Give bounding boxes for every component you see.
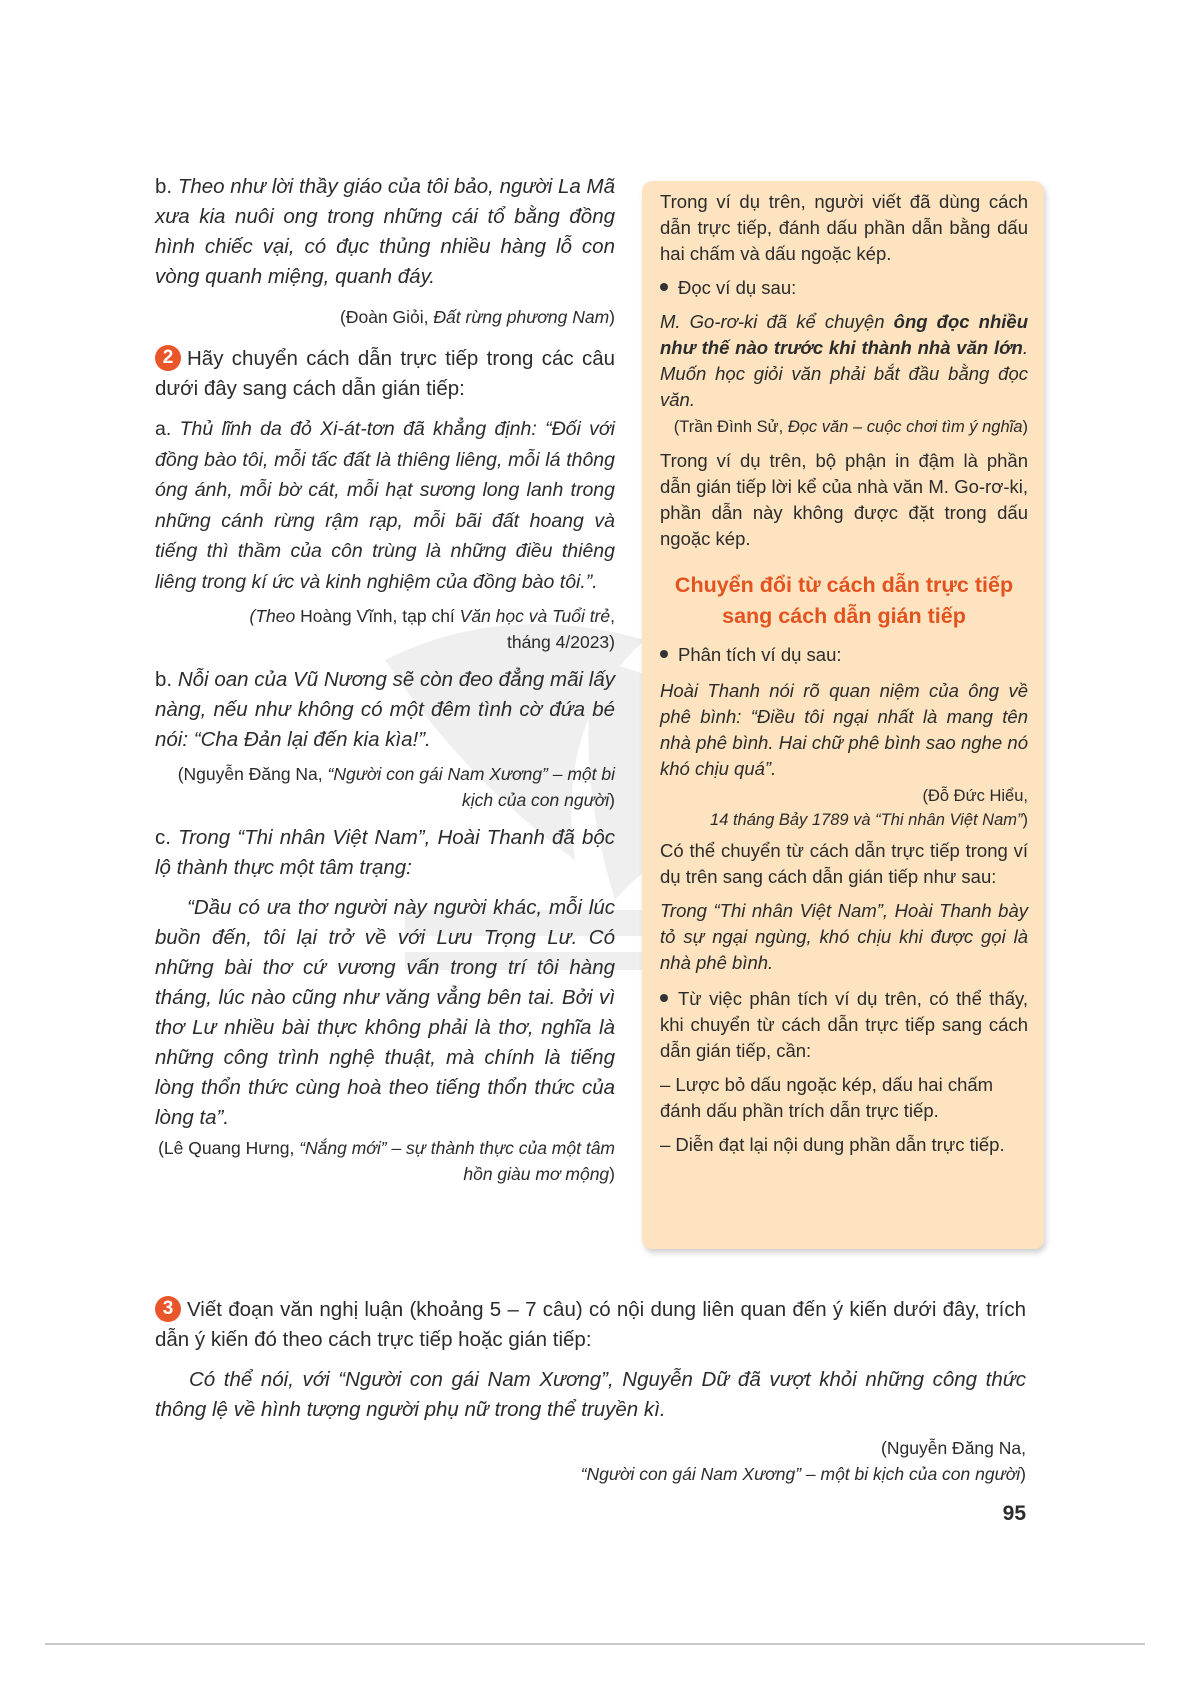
bullet-text: Từ việc phân tích ví dụ trên, có thể thấy, khi chuyển từ cách dẫn trực tiếp sang cách dẫn gián tiếp, cần: — [660, 988, 1028, 1061]
source-date: tháng 4/2023) — [506, 632, 615, 652]
example-gorki-bold: ông đọc nhiều như thế nào trước khi thành nhà văn lớn — [660, 311, 1029, 358]
item-a-text: Thủ lĩnh da đỏ Xi-át-tơn đã khẳng định: “Đối với đồng bào tôi, mỗi tấc đất là thiêng liêng, mỗi lá thông óng ánh, mỗi bờ cát, mỗi hạt sương long lanh trong những cánh rừng rậm rạp, mỗi bãi đất hoang và tiếng thì thầm của côn trùng là những điều thiêng liêng trong kí ức và kinh nghiệm của đồng bào tôi.”. — [155, 418, 615, 593]
source-author: (Đỗ Đức Hiểu, — [922, 787, 1028, 805]
example-gorki-source — [660, 415, 1028, 440]
item-c-source — [155, 1135, 615, 1187]
example-gorki-end: . Muốn học giỏi văn phải bắt đầu bằng đọc văn. — [660, 337, 1028, 410]
bullet-text: Phân tích ví dụ sau: — [678, 644, 842, 665]
section-heading-line-1: Chuyển đổi từ cách dẫn trực tiếp — [674, 573, 1014, 597]
task-2 — [155, 344, 615, 404]
source-title: 14 tháng Bảy 1789 và “Thi nhân Việt Nam” — [710, 811, 1023, 829]
example-b-label: b. — [155, 175, 173, 198]
example-b — [155, 172, 615, 292]
rule-2: – Diễn đạt lại nội dung phần dẫn trực tiếp. — [660, 1134, 1005, 1155]
item-a-label: a. — [155, 418, 172, 440]
source-author: (Lê Quang Hưng, — [158, 1138, 295, 1158]
example-indirect: Trong “Thi nhân Việt Nam”, Hoài Thanh bày tỏ sự ngại ngùng, khó chịu khi được gọi là nhà phê bình. — [660, 900, 1028, 973]
page-number: 95 — [1002, 1502, 1026, 1525]
bullet-conclusion — [660, 986, 1028, 1064]
source-title: Văn học và Tuổi trẻ — [459, 606, 611, 626]
task-3-section — [155, 1295, 1026, 1487]
example-hoai-thanh: Hoài Thanh nói rõ quan niệm của ông về phê bình: “Điều tôi ngại nhất là mang tên nhà phê bình. Hai chữ phê bình sao nghe nó khó chịu quá”. — [660, 680, 1028, 779]
footer-divider — [45, 1643, 1145, 1645]
item-c-text: Trong “Thi nhân Việt Nam”, Hoài Thanh đã bộc lộ thành thực một tâm trạng: — [155, 826, 615, 879]
item-b-source — [155, 761, 615, 813]
theory-paragraph-1: Trong ví dụ trên, người viết đã dùng cách dẫn trực tiếp, đánh dấu phần dẫn bằng dấu hai chấm và dấu ngoặc kép. — [660, 191, 1028, 264]
bullet-analyze-example — [660, 642, 1028, 668]
bullet-read-example — [660, 275, 1028, 301]
task-2-number-badge: 2 — [155, 345, 181, 371]
item-b-text: Nỗi oan của Vũ Nương sẽ còn đeo đẳng mãi lấy nàng, nếu như không có một đêm tình cờ đứa bé nói: “Cha Đản lại đến kia kìa!”. — [155, 668, 615, 751]
bullet-icon — [660, 650, 668, 658]
source-title: “Người con gái Nam Xương” – một bi kịch của con người — [580, 1464, 1021, 1484]
source-author: (Trần Đình Sử, — [673, 418, 784, 436]
theory-paragraph-3: Có thể chuyển từ cách dẫn trực tiếp trong ví dụ trên sang cách dẫn gián tiếp như sau: — [660, 840, 1028, 887]
example-gorki — [660, 309, 1028, 413]
item-c-quote: “Dầu có ưa thơ người này người khác, mỗi lúc buồn đến, tôi lại trở về với Lưu Trọng Lư. Có những bài thơ cứ vương vấn trong trí tôi hàng tháng, lúc nào cũng như văng vẳng bên tai. Bởi vì thơ Lư nhiều bài thực không phải là thơ, nghĩa là những công trình nghệ thuật, mà chính là tiếng lòng thổn thức cùng hoà theo tiếng thổn thức của lòng ta”. — [155, 896, 615, 1129]
rule-1: – Lược bỏ dấu ngoặc kép, dấu hai chấm đánh dấu phần trích dẫn trực tiếp. — [660, 1074, 994, 1121]
task-2-text: Hãy chuyển cách dẫn trực tiếp trong các câu dưới đây sang cách dẫn gián tiếp: — [155, 347, 615, 400]
task-3-quote: Có thể nói, với “Người con gái Nam Xương”, Nguyễn Dữ đã vượt khỏi những công thức thông lệ về hình tượng người phụ nữ trong thể truyền kì. — [155, 1368, 1026, 1421]
item-a — [155, 414, 615, 597]
task-3-source — [155, 1435, 1026, 1487]
example-hoai-thanh-source — [660, 784, 1028, 832]
source-comma: , — [610, 606, 615, 626]
source-title: “Nắng mới” – sự thành thực của một tâm hồn giàu mơ mộng — [299, 1138, 615, 1184]
source-title: Đọc văn – cuộc chơi tìm ý nghĩa — [787, 418, 1023, 436]
source-end: ) — [1022, 418, 1028, 436]
source-author: Hoàng Vĩnh, tạp chí — [300, 606, 455, 626]
source-end: ) — [609, 1164, 615, 1184]
section-heading — [660, 570, 1028, 632]
example-b-source — [155, 304, 615, 330]
theory-box-content — [660, 189, 1028, 1158]
example-b-quote: Theo như lời thầy giáo của tôi bảo, người La Mã xưa kia nuôi ong trong những cái tổ bằng đồng hình chiếc vại, có đục thủng nhiều hàng lỗ con vòng quanh miệng, quanh đáy. — [155, 175, 615, 288]
source-author: (Đoàn Giỏi, — [340, 307, 429, 327]
source-end: ) — [609, 307, 615, 327]
source-end: ) — [1020, 1464, 1026, 1484]
example-gorki-start: M. Go-rơ-ki đã kể chuyện — [660, 311, 885, 332]
bullet-text: Đọc ví dụ sau: — [678, 277, 797, 298]
task-3-number-badge: 3 — [155, 1296, 181, 1322]
source-author: (Nguyễn Đăng Na, — [177, 764, 323, 784]
source-end: ) — [1022, 811, 1028, 829]
item-b — [155, 665, 615, 755]
section-heading-line-2: sang cách dẫn gián tiếp — [722, 604, 966, 628]
item-c — [155, 823, 615, 883]
bullet-icon — [660, 283, 668, 291]
source-author: (Nguyễn Đăng Na, — [881, 1438, 1026, 1458]
source-end: ) — [609, 790, 615, 810]
source-title: Đất rừng phương Nam — [433, 307, 610, 327]
item-c-label: c. — [155, 826, 171, 849]
bullet-icon — [660, 994, 668, 1002]
task-3-text: Viết đoạn văn nghị luận (khoảng 5 – 7 câu) có nội dung liên quan đến ý kiến dưới đây, trích dẫn ý kiến đó theo cách trực tiếp hoặc gián tiếp: — [155, 1298, 1026, 1351]
source-title: “Người con gái Nam Xương” – một bi kịch của con người — [327, 764, 615, 810]
left-column — [155, 172, 615, 1187]
item-a-source — [155, 603, 615, 655]
source-prefix: (Theo — [249, 606, 296, 626]
task-3 — [155, 1295, 1026, 1355]
theory-paragraph-2: Trong ví dụ trên, bộ phận in đậm là phần dẫn gián tiếp lời kể của nhà văn M. Go-rơ-ki, phần dẫn này không được đặt trong dấu ngoặc kép. — [660, 450, 1028, 549]
item-b-label: b. — [155, 668, 173, 691]
